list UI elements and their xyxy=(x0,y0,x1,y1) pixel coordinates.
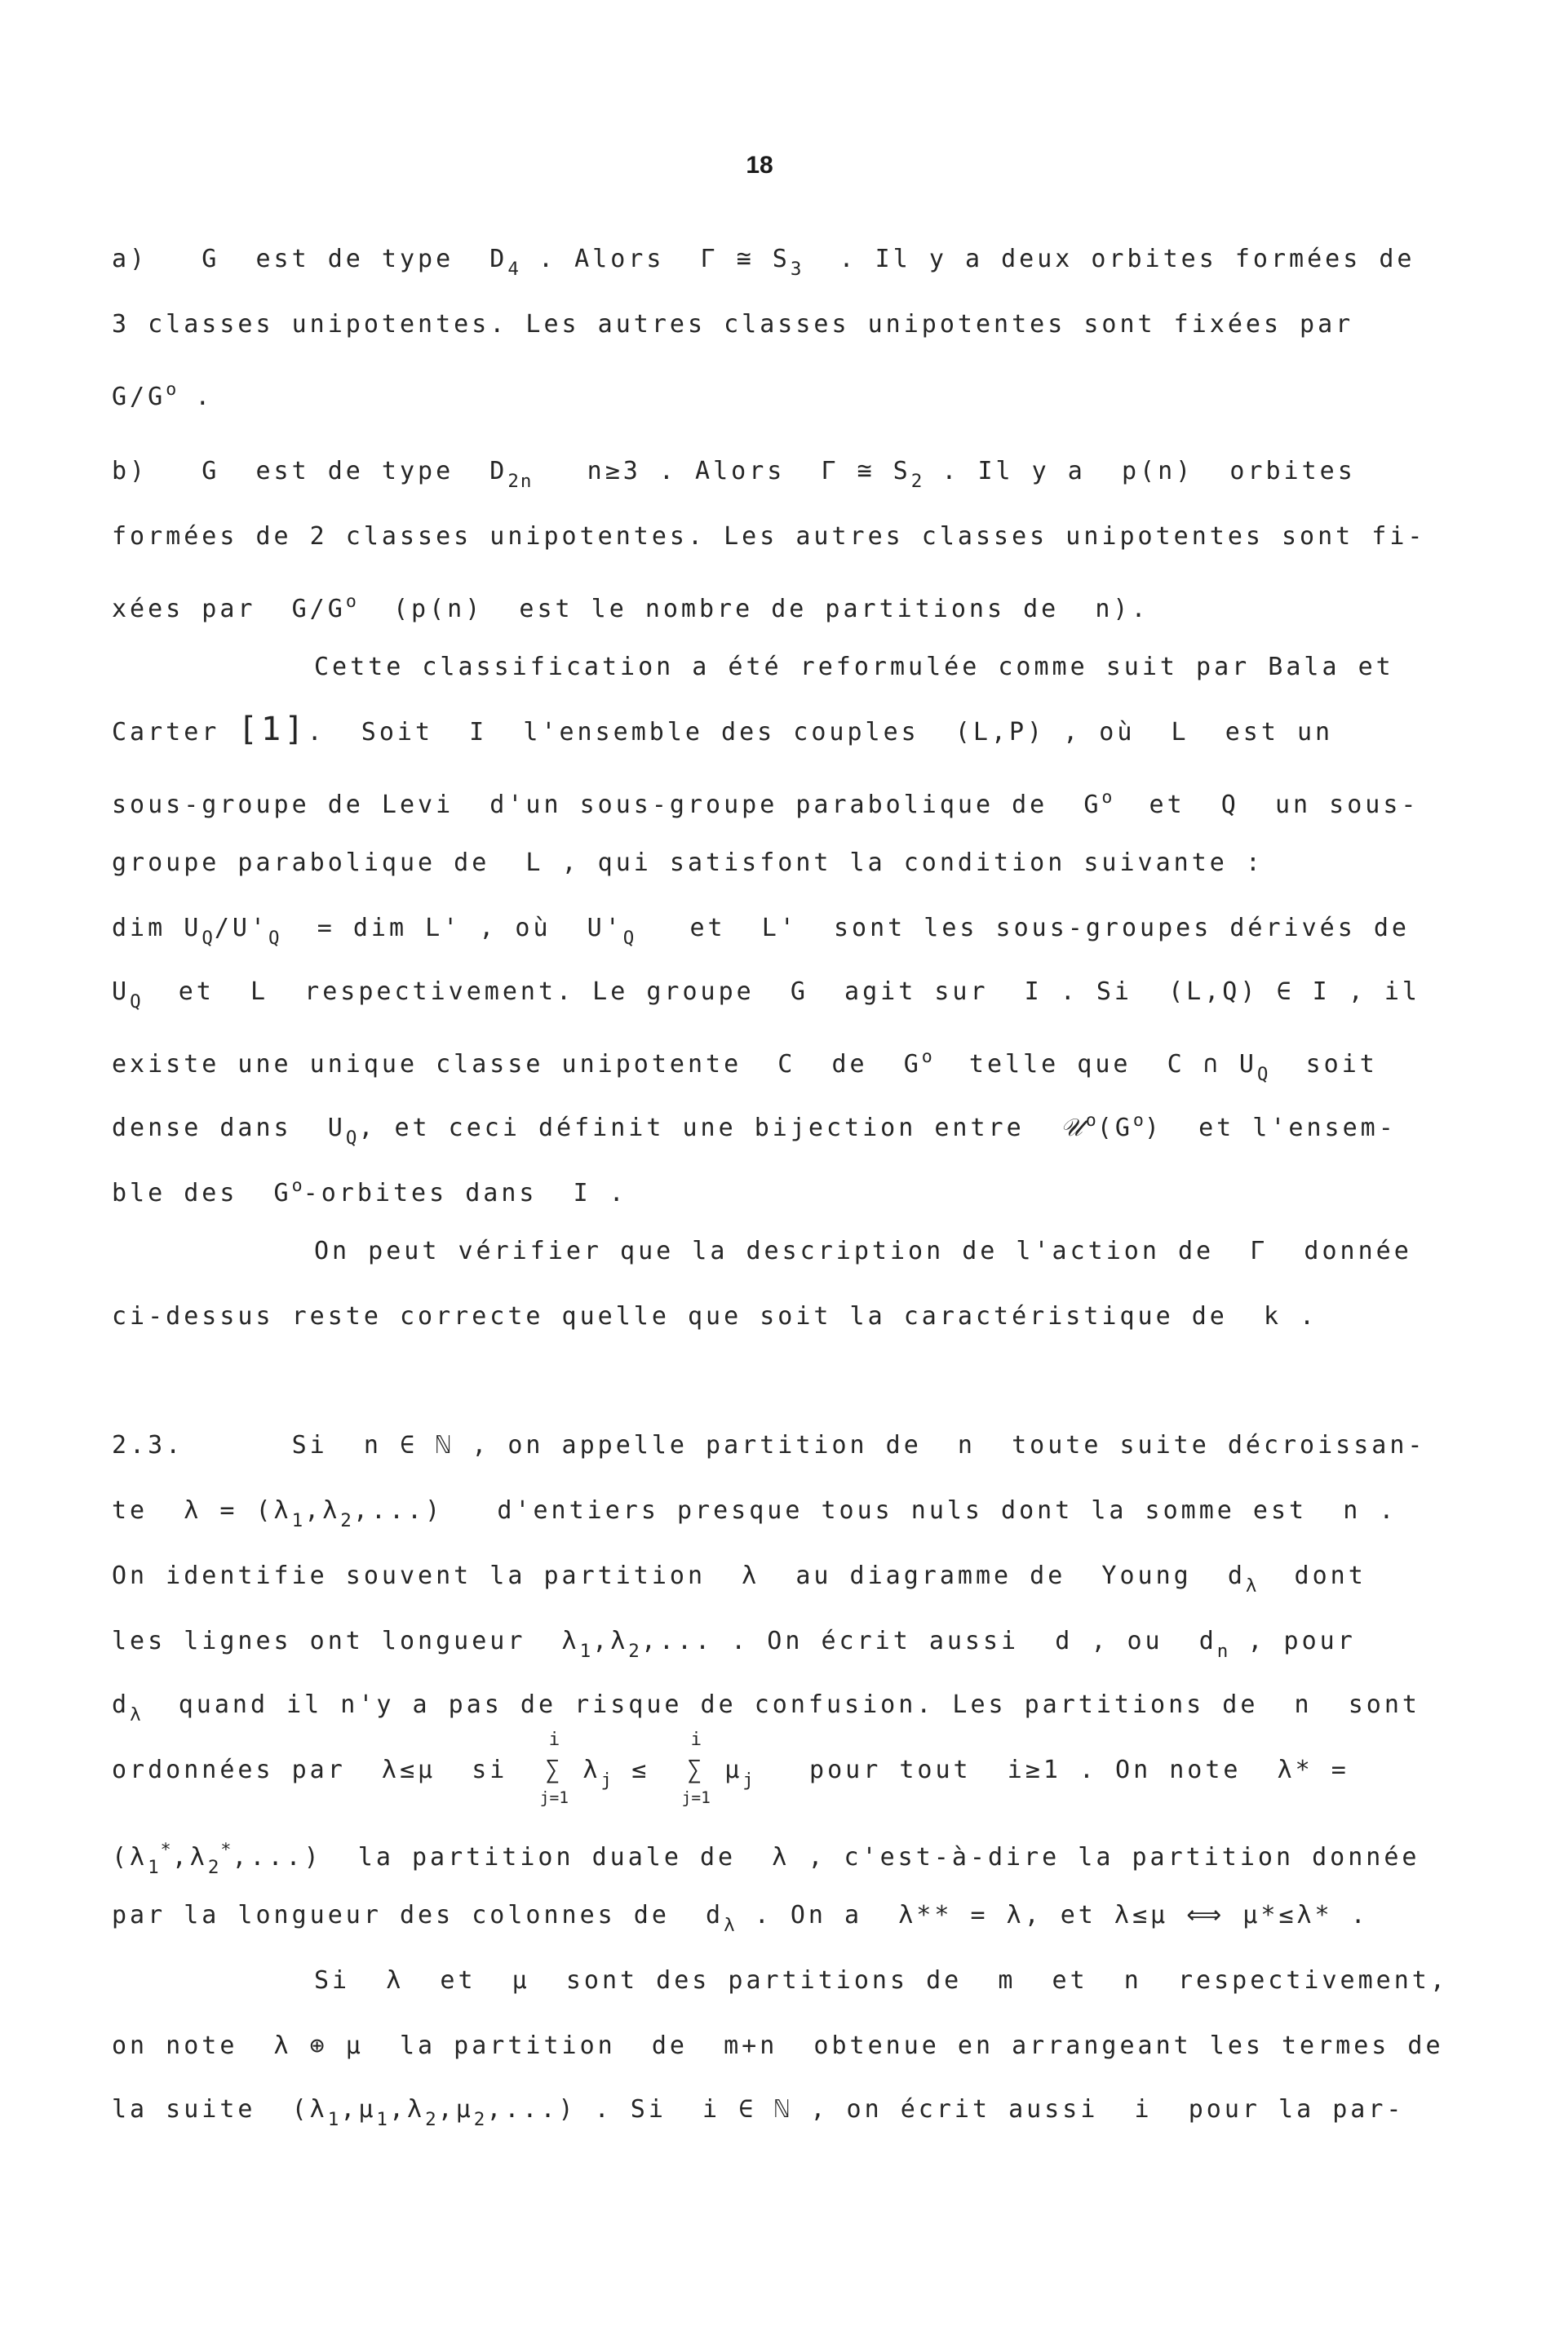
text-line-11: dim $U_Q/U'_Q$ = dim L' , où $U'_Q$ et L' sont les sous-groupes dérivés de xyxy=(112,914,1410,950)
text-line-24: $(\lambda_1^*,\lambda_2^*,...)$ la partition duale de λ , c'est-à-dire la partition donnée xyxy=(112,1840,1420,1878)
text-line-20: On identifie souvent la partition λ au diagramme de Young $d_\lambda$ dont xyxy=(112,1562,1366,1597)
text-line-4: b) G est de type $D_{2n}$ n≥3 . Alors Γ ≅ $S_2$ . Il y a p(n) orbites xyxy=(112,457,1356,493)
text-line-22: $d_\lambda$ quand il n'y a pas de risque de confusion. Les partitions de n sont xyxy=(112,1690,1420,1726)
citation-ref: [1] xyxy=(237,709,308,748)
text-line-13: existe une unique classe unipotente C de $G^o$ telle que C ∩ $U_Q$ soit xyxy=(112,1047,1378,1085)
text-line-12: $U_Q$ et L respectivement. Le groupe G agit sur I . Si (L,Q) ∈ I , il xyxy=(112,977,1420,1013)
text-line-26: Si λ et μ sont des partitions de m et n respectivement, xyxy=(314,1966,1448,1995)
text-line-1: a) G est de type $D_4$ . Alors Γ ≅ $S_3$ . Il y a deux orbites formées de xyxy=(112,245,1415,281)
text-line-23: ordonnées par λ≤μ si i ∑ j=1 $\lambda_j$ ≤ i ∑ j=1 $\mu_j$ pour tout i≥1 . On note λ* = xyxy=(112,1729,1349,1807)
text-line-5: formées de 2 classes unipotentes. Les autres classes unipotentes sont fi- xyxy=(112,522,1426,551)
summation-2: i ∑ j=1 xyxy=(681,1729,711,1807)
text-line-3: $G/G^o$ . xyxy=(112,379,214,411)
text-line-10: groupe parabolique de L , qui satisfont la condition suivante : xyxy=(112,848,1264,877)
text-line-9: sous-groupe de Levi d'un sous-groupe parabolique de $G^o$ et Q un sous- xyxy=(112,787,1420,819)
unipotent-classes-symbol: 𝒰 xyxy=(1060,1113,1086,1142)
page-number: 18 xyxy=(746,152,773,179)
equivalence-arrow: ⟺ xyxy=(1186,1901,1225,1929)
text-line-19: te $\lambda = (\lambda_1,\lambda_2,...)$ d'entiers presque tous nuls dont la somme est n . xyxy=(112,1496,1397,1532)
text-line-17: ci-dessus reste correcte quelle que soit la caractéristique de k . xyxy=(112,1302,1318,1331)
summation-1: i ∑ j=1 xyxy=(539,1729,569,1807)
text-line-28: la suite $(\lambda_1,\mu_1,\lambda_2,\mu_2,...)$ . Si i ∈ ℕ , on écrit aussi i pour la par- xyxy=(112,2095,1405,2131)
text-line-8: Carter [1]. Soit I l'ensemble des couples (L,P) , où L est un xyxy=(112,709,1334,748)
text-line-7: Cette classification a été reformulée comme suit par Bala et xyxy=(314,653,1394,681)
text-line-6: xées par $G/G^o$ (p(n) est le nombre de partitions de n). xyxy=(112,591,1149,623)
text-line-15: ble des $G^o$-orbites dans I . xyxy=(112,1176,627,1207)
text-line-2: 3 classes unipotentes. Les autres classes unipotentes sont fixées par xyxy=(112,310,1354,339)
text-line-16: On peut vérifier que la description de l'action de Γ donnée xyxy=(314,1237,1412,1265)
text-line-27: on note λ ⊕ μ la partition de m+n obtenue en arrangeant les termes de xyxy=(112,2031,1444,2060)
text-line-18: 2.3. Si n ∈ ℕ , on appelle partition de n toute suite décroissan- xyxy=(112,1431,1426,1460)
text-line-21: les lignes ont longueur $\lambda_1,\lambda_2$,... . On écrit aussi d , ou $d_n$ , pour xyxy=(112,1627,1356,1663)
text-line-14: dense dans $U_Q$, et ceci définit une bijection entre $𝒰^o(G^o)$ et l'ensem- xyxy=(112,1110,1397,1149)
text-line-25: par la longueur des colonnes de $d_\lambda$ . On a λ** = λ, et λ≤μ ⟺ μ*≤λ* . xyxy=(112,1901,1369,1937)
